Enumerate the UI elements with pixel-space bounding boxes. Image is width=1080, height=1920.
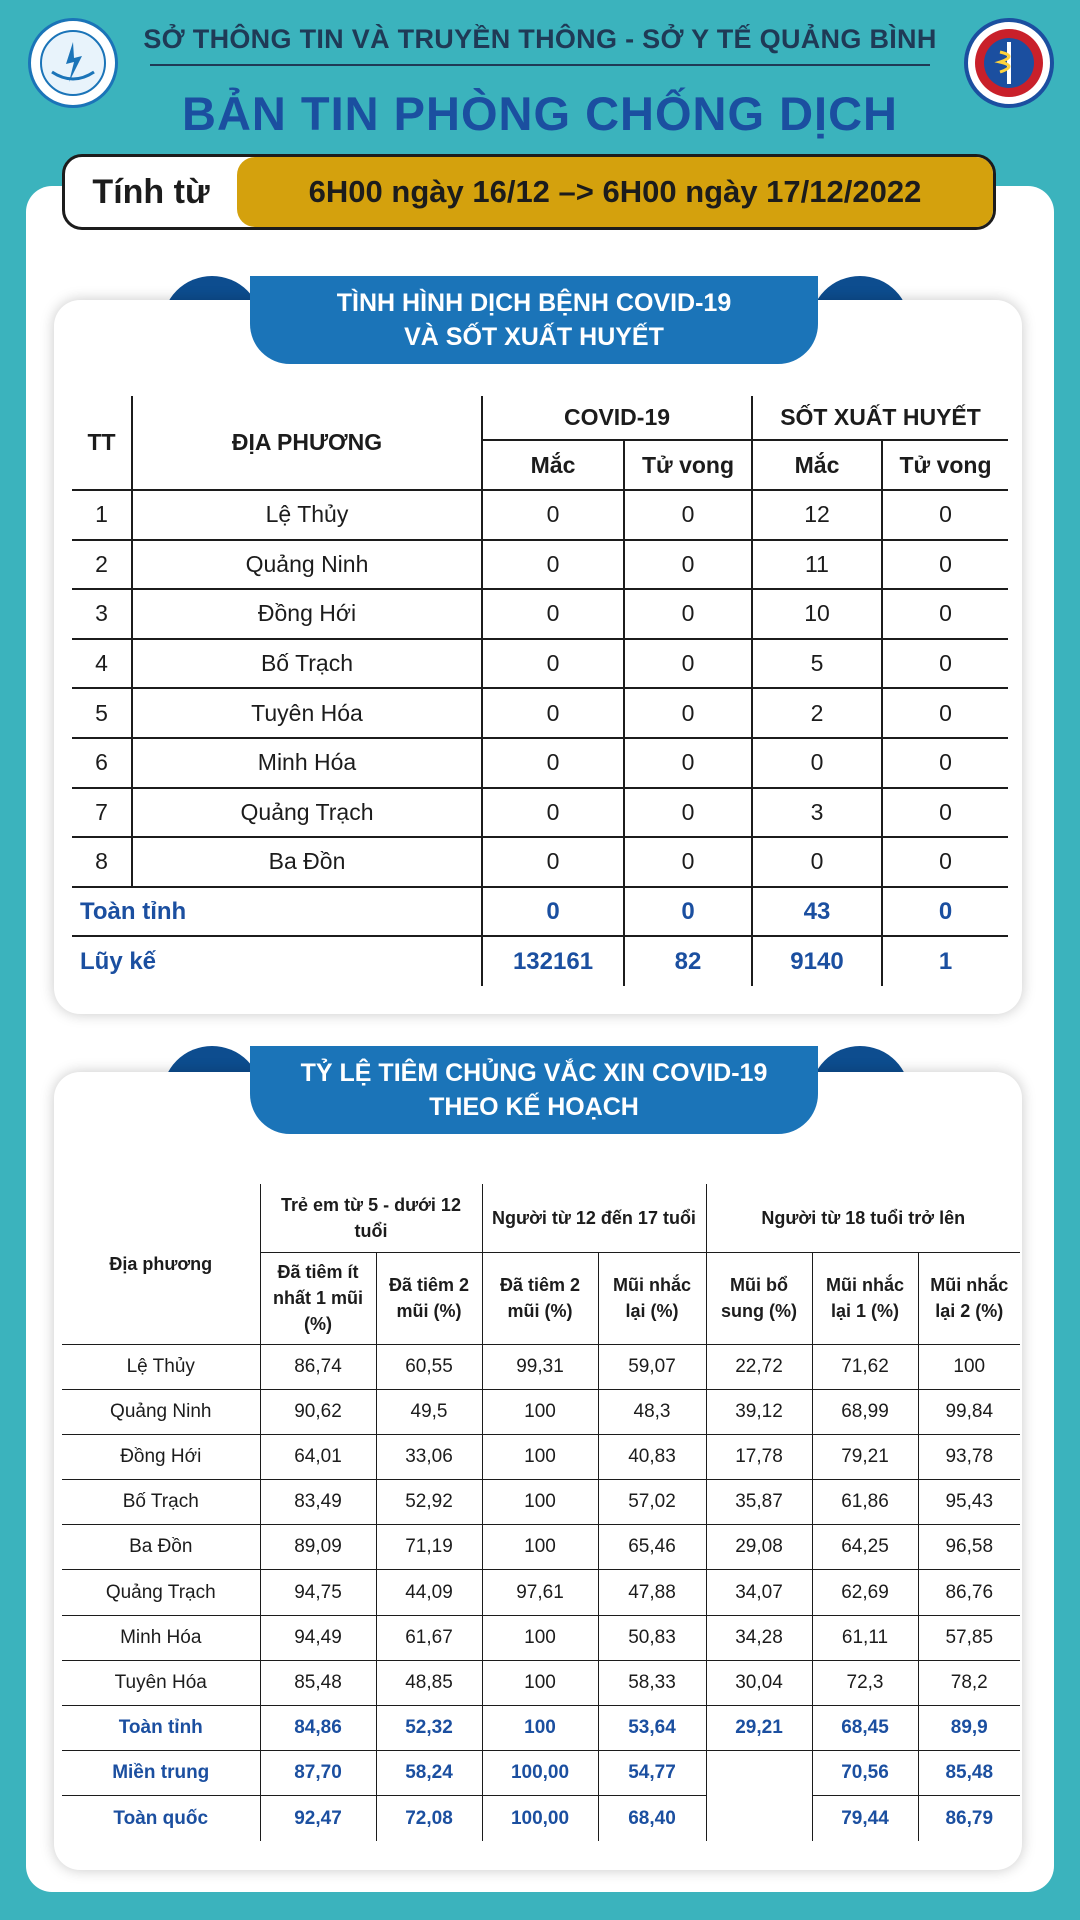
row-value-col2: 49,5 [376,1389,482,1434]
row-value-col4: 54,77 [598,1751,706,1796]
row-covid-cases: 0 [482,540,624,590]
row-dengue-cases: 3 [752,788,882,838]
row-dengue-cases: 11 [752,540,882,590]
total-row [72,887,1008,937]
organization-line: SỞ THÔNG TIN VÀ TRUYỀN THÔNG - SỞ Y TẾ QUẢNG BÌNH [143,24,937,54]
row-value-col7: 95,43 [918,1480,1020,1525]
total-covid-cases: 0 [482,887,624,937]
row-covid-cases: 0 [482,589,624,639]
row-number: 7 [72,788,132,838]
row-number: 8 [72,837,132,887]
row-covid-cases: 0 [482,490,624,540]
banner-title-line1: TỶ LỆ TIÊM CHỦNG VẮC XIN COVID-19 [300,1059,768,1087]
row-covid-deaths: 0 [624,639,752,689]
row-value-col7: 99,84 [918,1389,1020,1434]
row-value-col6: 68,45 [812,1706,918,1751]
header-col5: Mũi bổ sung (%) [706,1252,812,1344]
header-col1: Đã tiêm ít nhất 1 mũi (%) [260,1252,376,1344]
header-covid: COVID-19 [482,396,752,440]
header-col2: Đã tiêm 2 mũi (%) [376,1252,482,1344]
table-row [62,1480,1020,1525]
row-value-col3: 100 [482,1525,598,1570]
row-dengue-cases: 12 [752,490,882,540]
row-value-col5: 30,04 [706,1660,812,1705]
row-value-col4: 57,02 [598,1480,706,1525]
row-place: Đồng Hới [132,589,482,639]
cumulative-row [72,936,1008,986]
row-value-col3: 99,31 [482,1344,598,1389]
row-value-col1: 94,49 [260,1615,376,1660]
table-row [72,738,1008,788]
row-place: Minh Hóa [62,1615,260,1660]
row-place: Toàn quốc [113,1807,209,1829]
banner-title-line1: TÌNH HÌNH DỊCH BỆNH COVID-19 [336,289,732,317]
row-value-col1: 64,01 [260,1434,376,1479]
cumulative-dengue-cases: 9140 [752,936,882,986]
table-row [72,688,1008,738]
row-value-col1: 92,47 [260,1796,376,1841]
row-value-col7: 57,85 [918,1615,1020,1660]
row-value-col4: 50,83 [598,1615,706,1660]
row-covid-deaths: 0 [624,688,752,738]
header-place: Địa phương [62,1184,260,1344]
row-value-col6: 72,3 [812,1660,918,1705]
row-value-col1: 86,74 [260,1344,376,1389]
row-value-col4: 58,33 [598,1660,706,1705]
row-place: Lệ Thủy [132,490,482,540]
row-value-col5: 17,78 [706,1434,812,1479]
row-value-col5: 34,28 [706,1615,812,1660]
row-value-col3: 100 [482,1389,598,1434]
row-covid-deaths: 0 [624,490,752,540]
header-covid-cases: Mắc [482,440,624,490]
row-value-col4: 48,3 [598,1389,706,1434]
row-number: 6 [72,738,132,788]
row-covid-deaths: 0 [624,738,752,788]
date-range-value: 6H00 ngày 16/12 –> 6H00 ngày 17/12/2022 [237,157,993,227]
header-dengue: SỐT XUẤT HUYẾT [752,396,1008,440]
row-value-col2: 48,85 [376,1660,482,1705]
row-value-col3: 100 [482,1615,598,1660]
header-place: ĐỊA PHƯƠNG [132,396,482,490]
row-place: Lệ Thủy [62,1344,260,1389]
row-covid-deaths: 0 [624,788,752,838]
row-number: 3 [72,589,132,639]
table-row [72,540,1008,590]
row-value-col6: 62,69 [812,1570,918,1615]
row-value-col6: 61,86 [812,1480,918,1525]
row-place: Quảng Ninh [132,540,482,590]
cumulative-covid-deaths: 82 [624,936,752,986]
row-value-col5 [706,1751,812,1796]
header-dengue-cases: Mắc [752,440,882,490]
row-place: Bố Trạch [132,639,482,689]
row-value-col5: 22,72 [706,1344,812,1389]
row-place: Đồng Hới [62,1434,260,1479]
row-value-col5 [706,1796,812,1841]
row-dengue-cases: 5 [752,639,882,689]
row-number: 2 [72,540,132,590]
table-row [62,1525,1020,1570]
row-value-col4: 68,40 [598,1796,706,1841]
row-dengue-deaths: 0 [882,639,1008,689]
medical-caduceus-icon [972,26,1046,100]
row-value-col4: 65,46 [598,1525,706,1570]
total-dengue-cases: 43 [752,887,882,937]
table-row [62,1434,1020,1479]
row-covid-cases: 0 [482,837,624,887]
banner-title-line2: VÀ SỐT XUẤT HUYẾT [404,323,664,351]
row-number: 5 [72,688,132,738]
cumulative-covid-cases: 132161 [482,936,624,986]
row-covid-deaths: 0 [624,837,752,887]
table-row [62,1660,1020,1705]
row-value-col7: 100 [918,1344,1020,1389]
row-dengue-cases: 2 [752,688,882,738]
row-value-col5: 35,87 [706,1480,812,1525]
row-value-col6: 79,44 [812,1796,918,1841]
row-place: Ba Đồn [132,837,482,887]
row-value-col5: 29,08 [706,1525,812,1570]
table-row [62,1570,1020,1615]
row-value-col4: 59,07 [598,1344,706,1389]
row-value-col7: 93,78 [918,1434,1020,1479]
summary-row [62,1706,1020,1751]
row-value-col1: 83,49 [260,1480,376,1525]
date-range-bar [62,154,996,230]
row-value-col2: 61,67 [376,1615,482,1660]
row-place: Bố Trạch [62,1480,260,1525]
vaccination-table [62,1184,1020,1841]
row-dengue-cases: 0 [752,837,882,887]
header-col4: Mũi nhắc lại (%) [598,1252,706,1344]
cumulative-label: Lũy kế [80,947,157,975]
row-value-col3: 100 [482,1480,598,1525]
row-covid-deaths: 0 [624,540,752,590]
row-place: Quảng Trạch [132,788,482,838]
row-value-col1: 89,09 [260,1525,376,1570]
row-dengue-deaths: 0 [882,837,1008,887]
date-label: Tính từ [92,172,210,211]
header-covid-deaths: Tử vong [624,440,752,490]
row-value-col1: 85,48 [260,1660,376,1705]
row-value-col5: 29,21 [706,1706,812,1751]
row-value-col7: 89,9 [918,1706,1020,1751]
row-value-col6: 71,62 [812,1344,918,1389]
row-value-col6: 68,99 [812,1389,918,1434]
row-value-col4: 53,64 [598,1706,706,1751]
row-value-col7: 96,58 [918,1525,1020,1570]
header-divider [150,64,930,66]
row-value-col1: 94,75 [260,1570,376,1615]
page-title: BẢN TIN PHÒNG CHỐNG DỊCH [182,87,898,140]
total-dengue-deaths: 0 [882,887,1008,937]
row-dengue-deaths: 0 [882,589,1008,639]
table-row [62,1344,1020,1389]
row-value-col2: 44,09 [376,1570,482,1615]
row-place: Quảng Ninh [62,1389,260,1434]
row-value-col1: 84,86 [260,1706,376,1751]
total-label: Toàn tỉnh [72,887,482,937]
row-value-col6: 64,25 [812,1525,918,1570]
table-row [72,639,1008,689]
row-place: Minh Hóa [132,738,482,788]
row-value-col1: 90,62 [260,1389,376,1434]
row-value-col2: 33,06 [376,1434,482,1479]
covid-dengue-table [72,396,1008,986]
row-place: Tuyên Hóa [132,688,482,738]
row-value-col4: 40,83 [598,1434,706,1479]
row-covid-deaths: 0 [624,589,752,639]
header-group-adults: Người từ 18 tuổi trở lên [706,1184,1020,1252]
row-value-col3: 100 [482,1434,598,1479]
row-place: Quảng Trạch [62,1570,260,1615]
row-value-col7: 78,2 [918,1660,1020,1705]
row-value-col1: 87,70 [260,1751,376,1796]
table-row [72,837,1008,887]
table-row [72,490,1008,540]
row-value-col2: 60,55 [376,1344,482,1389]
row-dengue-deaths: 0 [882,738,1008,788]
row-dengue-deaths: 0 [882,688,1008,738]
row-dengue-cases: 0 [752,738,882,788]
row-dengue-cases: 10 [752,589,882,639]
row-value-col7: 86,79 [918,1796,1020,1841]
covid-dengue-banner [250,276,818,364]
row-place: Miền trung [62,1751,260,1796]
row-value-col3: 100,00 [482,1796,598,1841]
summary-row [62,1796,1020,1841]
header-group-teens: Người từ 12 đến 17 tuổi [482,1184,706,1252]
department-logo-icon [38,28,108,98]
row-value-col6: 79,21 [812,1434,918,1479]
row-value-col7: 86,76 [918,1570,1020,1615]
row-value-col3: 100 [482,1706,598,1751]
row-number: 1 [72,490,132,540]
row-covid-cases: 0 [482,738,624,788]
row-covid-cases: 0 [482,639,624,689]
table-row [62,1389,1020,1434]
row-dengue-deaths: 0 [882,788,1008,838]
row-place: Toàn tỉnh [62,1706,260,1751]
row-value-col2: 58,24 [376,1751,482,1796]
row-value-col3: 97,61 [482,1570,598,1615]
row-covid-cases: 0 [482,688,624,738]
table-row [72,788,1008,838]
table-row [72,589,1008,639]
summary-row [62,1751,1020,1796]
row-value-col5: 34,07 [706,1570,812,1615]
row-value-col2: 71,19 [376,1525,482,1570]
row-value-col4: 47,88 [598,1570,706,1615]
header-dengue-deaths: Tử vong [882,440,1008,490]
vaccination-banner [250,1046,818,1134]
row-place: Tuyên Hóa [62,1660,260,1705]
row-value-col2: 52,92 [376,1480,482,1525]
row-value-col5: 39,12 [706,1389,812,1434]
header-tt: TT [72,396,132,490]
row-dengue-deaths: 0 [882,490,1008,540]
header-col6: Mũi nhắc lại 1 (%) [812,1252,918,1344]
row-covid-cases: 0 [482,788,624,838]
row-value-col6: 70,56 [812,1751,918,1796]
row-number: 4 [72,639,132,689]
row-value-col3: 100 [482,1660,598,1705]
header-col7: Mũi nhắc lại 2 (%) [918,1252,1020,1344]
header-group-children: Trẻ em từ 5 - dưới 12 tuổi [260,1184,482,1252]
row-value-col2: 52,32 [376,1706,482,1751]
row-dengue-deaths: 0 [882,540,1008,590]
total-covid-deaths: 0 [624,887,752,937]
table-row [62,1615,1020,1660]
row-value-col7: 85,48 [918,1751,1020,1796]
row-value-col2: 72,08 [376,1796,482,1841]
cumulative-dengue-deaths: 1 [882,936,1008,986]
header-col3: Đã tiêm 2 mũi (%) [482,1252,598,1344]
banner-title-line2: THEO KẾ HOẠCH [429,1093,639,1121]
row-value-col3: 100,00 [482,1751,598,1796]
row-value-col6: 61,11 [812,1615,918,1660]
row-place: Ba Đồn [62,1525,260,1570]
